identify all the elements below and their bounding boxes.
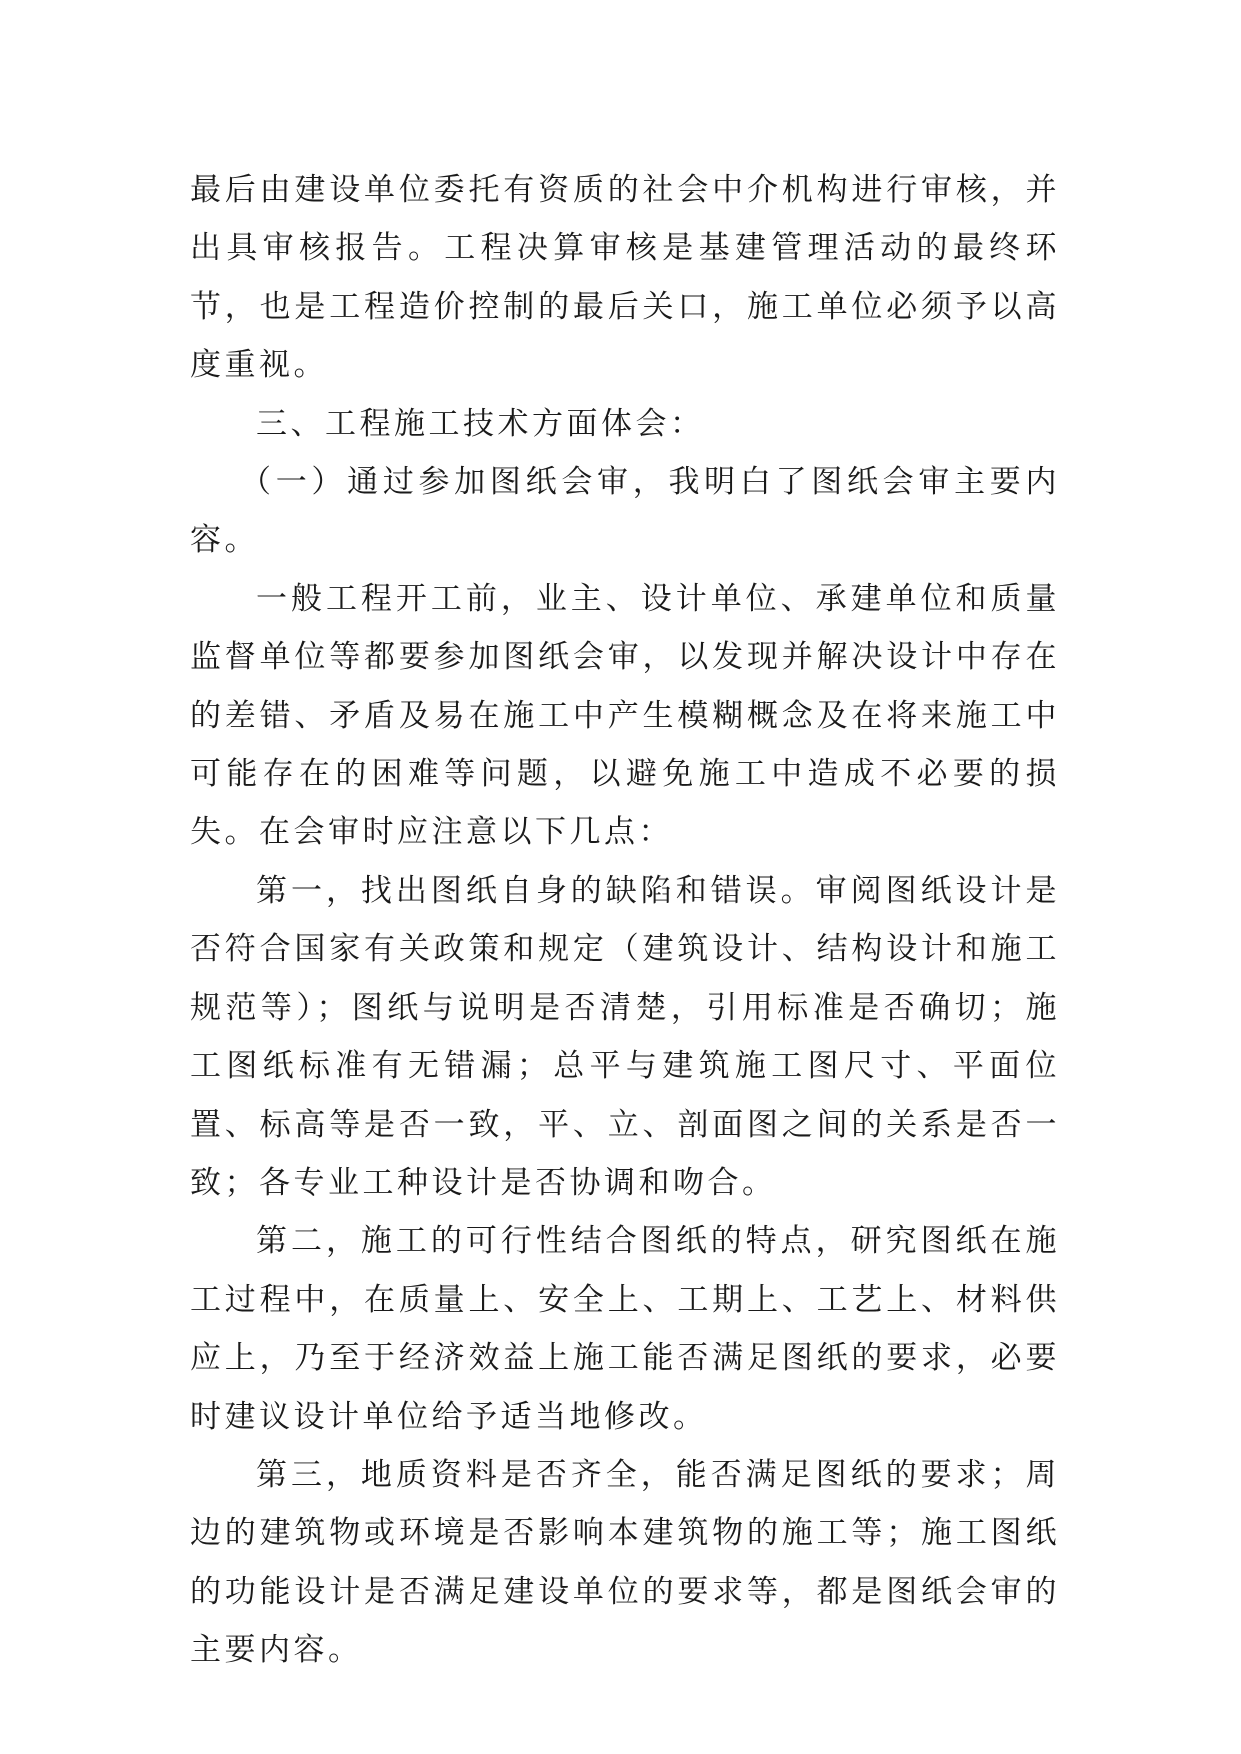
subsection-heading: （一）通过参加图纸会审，我明白了图纸会审主要内容。 [190,464,1060,559]
paragraph-point-one: 第一，找出图纸自身的缺陷和错误。审阅图纸设计是否符合国家有关政策和规定（建筑设计、结构设计和施工规范等）；图纸与说明是否清楚，引用标准是否确切；施工图纸标准有无错漏；总平与建筑施工图尺寸、平面位置、标高等是否一致，平、立、剖面图之间的关系是否一致；各专业工种设计是否协调和吻合。 [190,872,1060,1201]
document-body [190,161,1060,1680]
paragraph-point-two: 第二，施工的可行性结合图纸的特点，研究图纸在施工过程中，在质量上、安全上、工期上、工艺上、材料供应上，乃至于经济效益上施工能否满足图纸的要求，必要时建议设计单位给予适当地修改。 [190,1223,1060,1435]
paragraph-continuation: 最后由建设单位委托有资质的社会中介机构进行审核，并出具审核报告。工程决算审核是基建管理活动的最终环节，也是工程造价控制的最后关口，施工单位必须予以高度重视。 [190,172,1060,384]
paragraph-intro: 一般工程开工前，业主、设计单位、承建单位和质量监督单位等都要参加图纸会审，以发现并解决设计中存在的差错、矛盾及易在施工中产生模糊概念及在将来施工中可能存在的困难等问题，以避免施工中造成不必要的损失。在会审时应注意以下几点： [190,580,1060,851]
paragraph-point-three: 第三，地质资料是否齐全，能否满足图纸的要求；周边的建筑物或环境是否影响本建筑物的施工等；施工图纸的功能设计是否满足建设单位的要求等，都是图纸会审的主要内容。 [190,1456,1060,1669]
section-heading: 三、工程施工技术方面体会： [256,405,705,442]
